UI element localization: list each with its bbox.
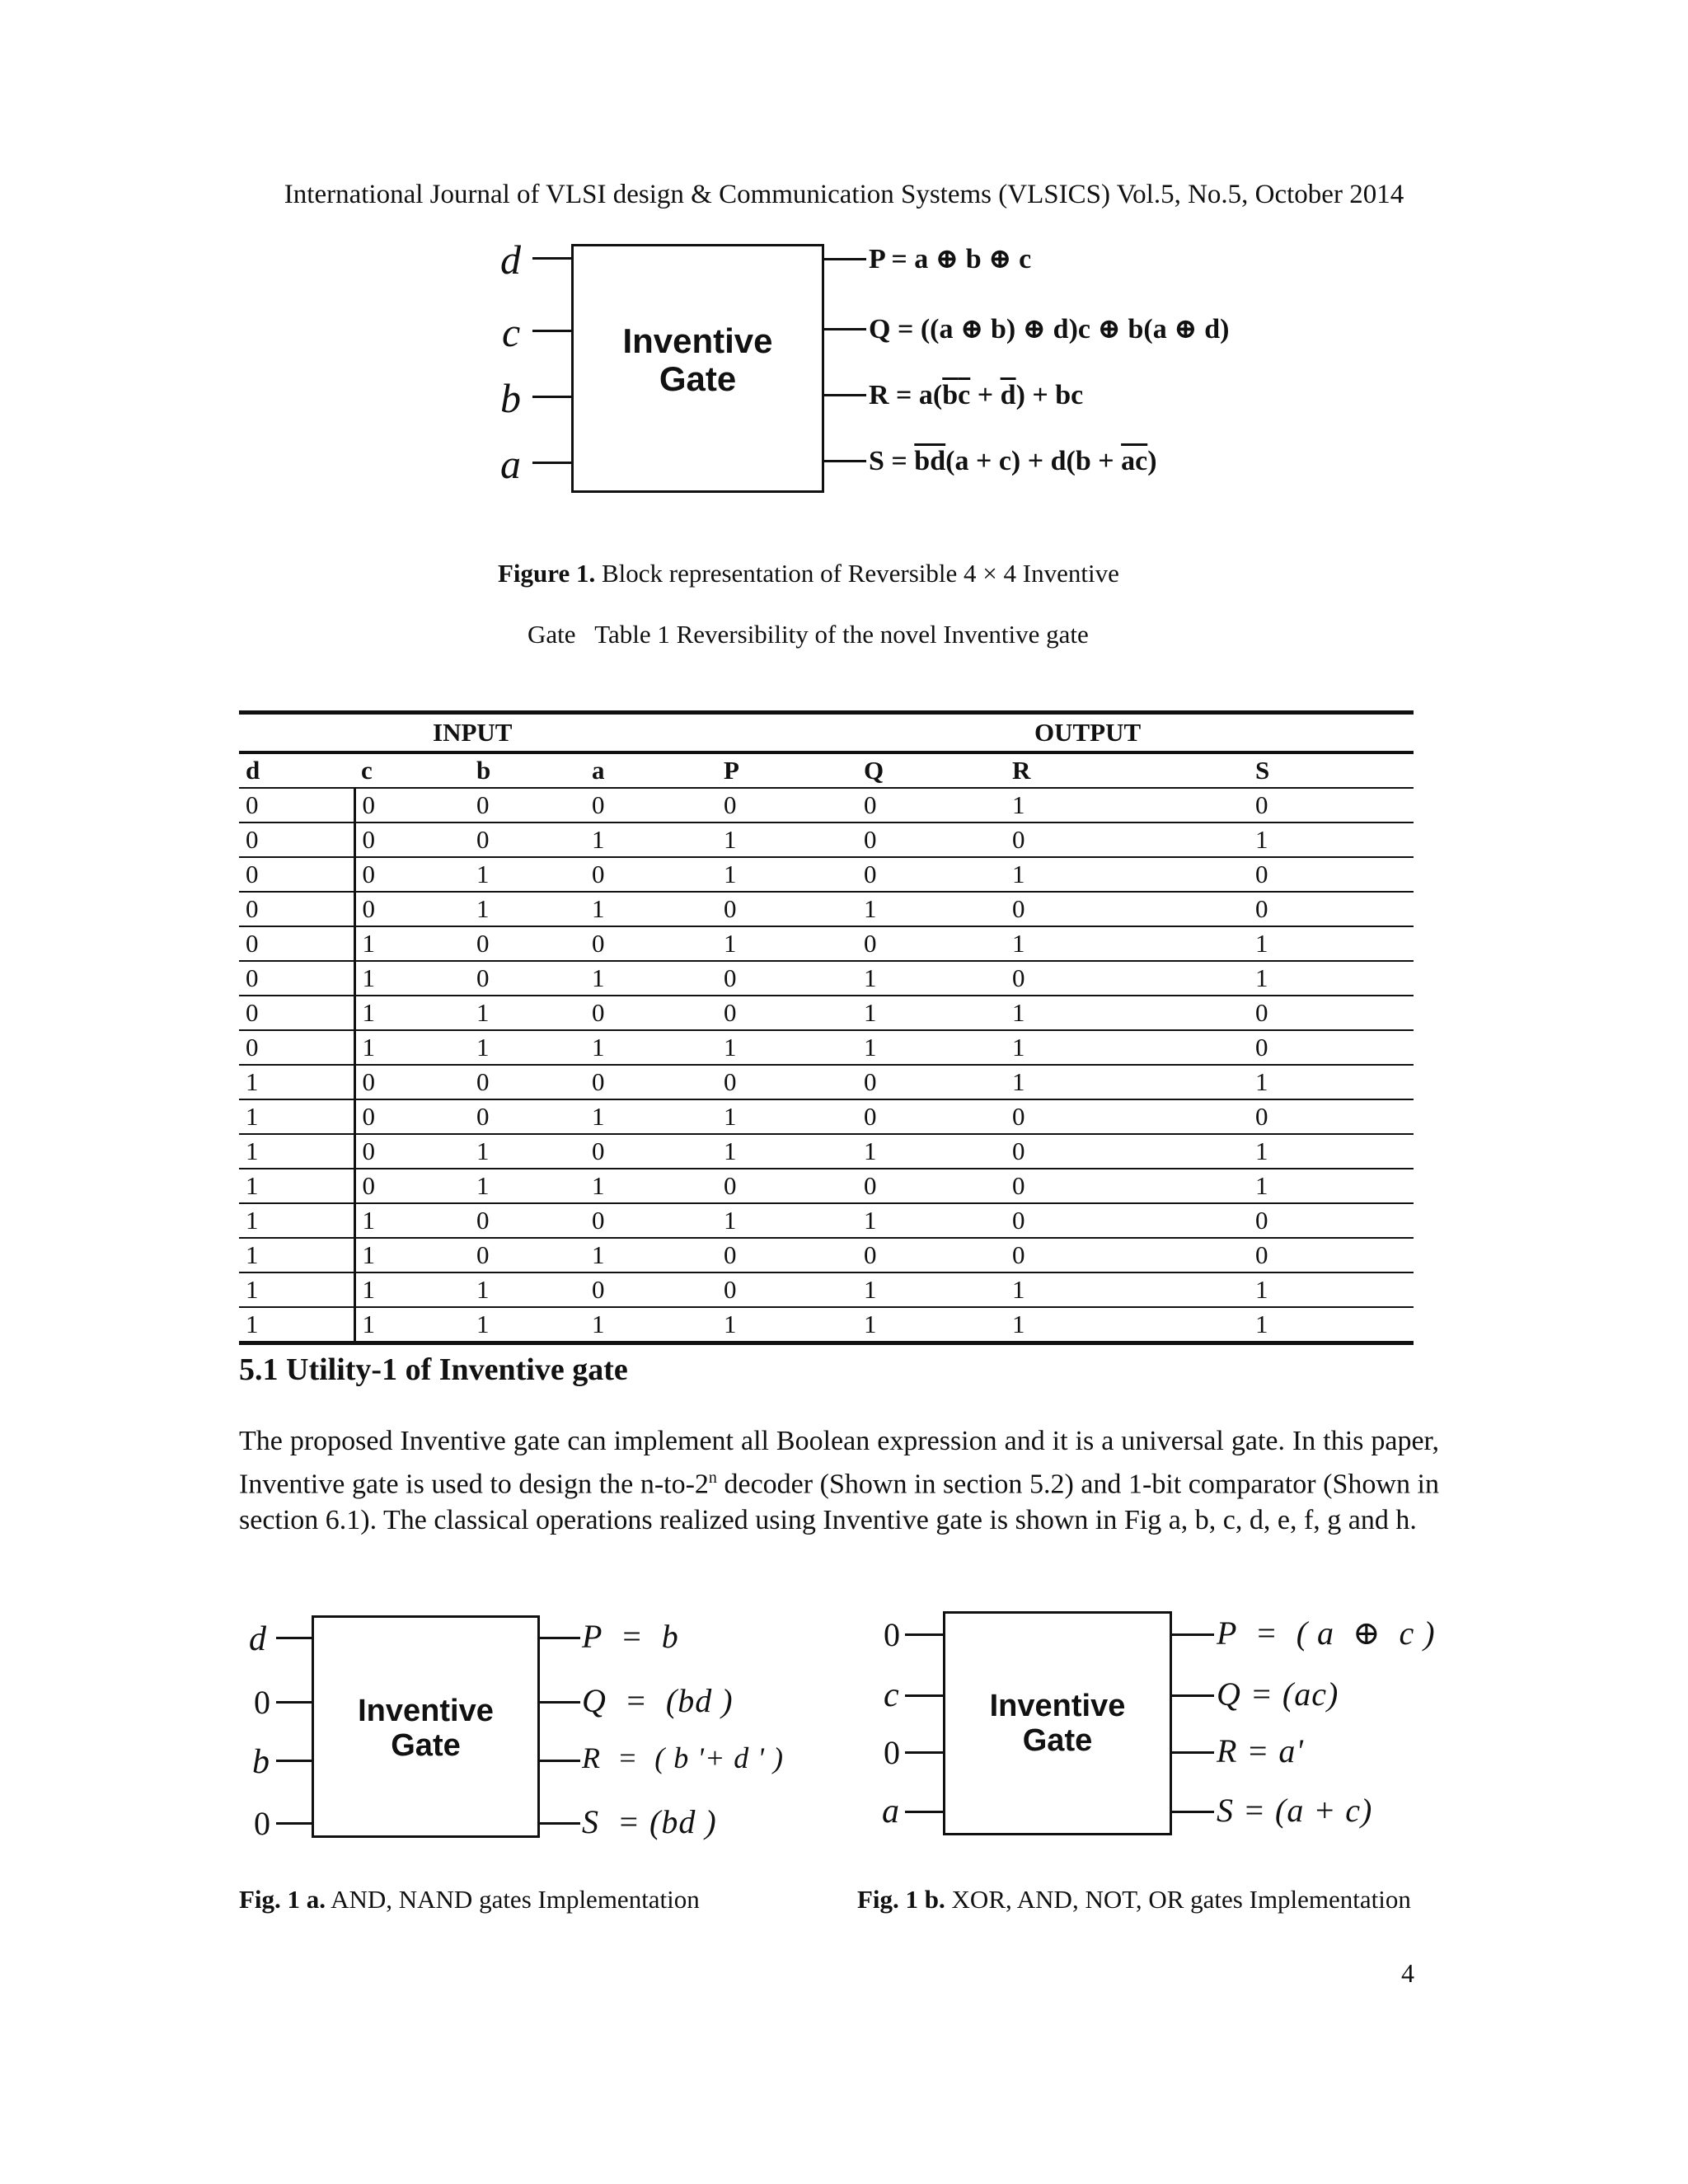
table-cell: 1 [470, 1272, 585, 1307]
table-cell: 0 [1006, 1203, 1249, 1238]
input-wire [905, 1633, 944, 1636]
table-cell: 0 [470, 1099, 585, 1134]
table-cell: 0 [470, 1203, 585, 1238]
table-cell: 1 [239, 1307, 354, 1343]
table-cell: 0 [470, 788, 585, 823]
output-wire [539, 1637, 580, 1639]
table-cell: 1 [857, 892, 1006, 926]
table-row [239, 892, 1414, 926]
table-cell: 0 [857, 857, 1006, 892]
table-cell: 1 [717, 926, 857, 961]
table-cell: 0 [857, 788, 1006, 823]
output-s-equation: S = (a + c) [1217, 1792, 1373, 1829]
table-cell: 1 [717, 1134, 857, 1169]
output-r-equation: R = ( b '+ d ' ) [582, 1741, 784, 1774]
table-cell: 1 [239, 1238, 354, 1272]
table-cell: 0 [1249, 996, 1414, 1030]
table-cell: 1 [1006, 857, 1249, 892]
table-cell: 0 [585, 926, 717, 961]
table-cell: 1 [585, 1099, 717, 1134]
output-wire [539, 1760, 580, 1762]
input-wire [905, 1751, 944, 1754]
table-cell: 0 [857, 1065, 1006, 1099]
col-header: c [354, 752, 470, 788]
group-output: OUTPUT [717, 713, 1414, 753]
table-cell: 0 [354, 788, 470, 823]
table-cell: 1 [354, 961, 470, 996]
input-label-d: d [249, 1620, 266, 1658]
table-cell: 0 [354, 823, 470, 857]
inventive-gate-block [943, 1611, 1172, 1835]
table-cell: 0 [470, 1065, 585, 1099]
table-cell: 0 [354, 1169, 470, 1203]
table-cell: 1 [239, 1203, 354, 1238]
table-cell: 0 [717, 1169, 857, 1203]
table-cell: 0 [585, 996, 717, 1030]
input-wire [905, 1811, 944, 1813]
input-label-zero: 0 [254, 1805, 270, 1842]
table-cell: 0 [717, 996, 857, 1030]
table-cell: 1 [1006, 996, 1249, 1030]
output-wire [1171, 1694, 1214, 1697]
input-label-c: c [502, 309, 521, 355]
table-cell: 1 [239, 1169, 354, 1203]
table-cell: 1 [1249, 1065, 1414, 1099]
table-cell: 0 [717, 1238, 857, 1272]
table-cell: 0 [717, 788, 857, 823]
input-label-a: a [500, 441, 521, 487]
table-cell: 1 [1249, 1134, 1414, 1169]
table-cell: 1 [717, 1307, 857, 1343]
table-cell: 0 [354, 1134, 470, 1169]
table-row [239, 1307, 1414, 1343]
table-cell: 0 [470, 823, 585, 857]
table-cell: 1 [1249, 823, 1414, 857]
table-cell: 0 [857, 1169, 1006, 1203]
table-cell: 1 [857, 1134, 1006, 1169]
table-cell: 1 [1006, 926, 1249, 961]
table-cell: 1 [470, 892, 585, 926]
output-q-equation: Q = ((a ⊕ b) ⊕ d)c ⊕ b(a ⊕ d) [869, 314, 1230, 344]
input-label-zero: 0 [884, 1616, 900, 1653]
output-r-equation: $R = a(\overline{b}\overline{c} + \overline{d})$ + bc [869, 380, 1084, 410]
input-wire [276, 1637, 312, 1639]
table-cell: 0 [354, 1099, 470, 1134]
table-cell: 1 [354, 926, 470, 961]
table-cell: 1 [354, 1272, 470, 1307]
table-cell: 1 [857, 961, 1006, 996]
table-row [239, 1030, 1414, 1065]
table-cell: 0 [1249, 788, 1414, 823]
table-cell: 0 [857, 1238, 1006, 1272]
table-cell: 1 [354, 996, 470, 1030]
group-input: INPUT [239, 713, 717, 753]
input-wire-b [532, 396, 572, 398]
table-cell: 0 [1006, 961, 1249, 996]
table-cell: 0 [585, 1065, 717, 1099]
table-cell: 0 [857, 926, 1006, 961]
table-cell: 0 [239, 1030, 354, 1065]
table-cell: 0 [1249, 1099, 1414, 1134]
table-cell: 1 [585, 1169, 717, 1203]
table-cell: 1 [585, 1238, 717, 1272]
table-cell: 0 [470, 961, 585, 996]
gate-label: Inventive Gate [622, 321, 773, 399]
input-label-zero: 0 [884, 1734, 900, 1771]
input-wire [905, 1694, 944, 1697]
col-header: P [717, 752, 857, 788]
inventive-gate-block [571, 244, 824, 493]
table-cell: 1 [1249, 1272, 1414, 1307]
table-cell: 0 [1249, 857, 1414, 892]
truth-table [239, 710, 1414, 1345]
section-heading: 5.1 Utility-1 of Inventive gate [239, 1352, 628, 1387]
table-row [239, 1203, 1414, 1238]
figure-1b-caption: Fig. 1 b. XOR, AND, NOT, OR gates Implementation [857, 1885, 1411, 1914]
col-header: a [585, 752, 717, 788]
col-header: b [470, 752, 585, 788]
table-cell: 0 [585, 1272, 717, 1307]
table-cell: 1 [1249, 1169, 1414, 1203]
output-wire-q [823, 328, 866, 330]
output-s-equation: S = (bd ) [582, 1803, 717, 1840]
output-q-equation: Q = (ac) [1217, 1675, 1339, 1713]
table-cell: 1 [470, 996, 585, 1030]
table-cell: 1 [717, 1203, 857, 1238]
table-column-header [239, 752, 1414, 788]
col-header: R [1006, 752, 1249, 788]
table-cell: 1 [857, 1307, 1006, 1343]
input-label-d: d [500, 237, 521, 283]
output-p-equation: P = a ⊕ b ⊕ c [869, 244, 1032, 274]
table-cell: 0 [1006, 1169, 1249, 1203]
gate-label: Inventive Gate [989, 1689, 1126, 1758]
col-header: d [239, 752, 354, 788]
journal-header: International Journal of VLSI design & Communication Systems (VLSICS) Vol.5, No.5, October 2014 [284, 180, 1404, 209]
table-cell: 1 [857, 1030, 1006, 1065]
table-cell: 1 [470, 1134, 585, 1169]
table-cell: 0 [470, 1238, 585, 1272]
table-cell: 1 [585, 961, 717, 996]
table-cell: 0 [354, 892, 470, 926]
table-row [239, 1272, 1414, 1307]
output-wire [539, 1822, 580, 1825]
output-p-equation: P = ( a ⊕ c ) [1217, 1615, 1436, 1652]
table-cell: 0 [354, 857, 470, 892]
table-cell: 0 [717, 961, 857, 996]
table-cell: 1 [1006, 1272, 1249, 1307]
input-wire [276, 1701, 312, 1704]
table-cell: 0 [239, 788, 354, 823]
table-cell: 1 [1006, 788, 1249, 823]
table-cell: 1 [1249, 926, 1414, 961]
input-wire-c [532, 330, 572, 332]
table-cell: 0 [239, 926, 354, 961]
table-cell: 0 [470, 926, 585, 961]
table-cell: 0 [1006, 823, 1249, 857]
table-row [239, 823, 1414, 857]
page-number: 4 [1401, 1958, 1414, 1988]
table-cell: 0 [1249, 1203, 1414, 1238]
table-row [239, 926, 1414, 961]
table-cell: 0 [1249, 1238, 1414, 1272]
table-cell: 0 [585, 1203, 717, 1238]
output-r-equation: R = a' [1217, 1732, 1304, 1769]
inventive-gate-block [312, 1615, 540, 1838]
table-cell: 0 [717, 1272, 857, 1307]
output-p-equation: P = b [582, 1618, 679, 1655]
table-cell: 1 [717, 823, 857, 857]
table-cell: 0 [239, 961, 354, 996]
table-cell: 0 [1006, 1099, 1249, 1134]
table-cell: 1 [470, 1169, 585, 1203]
output-wire [1171, 1751, 1214, 1754]
table-cell: 0 [239, 996, 354, 1030]
table-cell: 0 [717, 1065, 857, 1099]
table-group-header [239, 713, 1414, 753]
table-cell: 1 [857, 1203, 1006, 1238]
table-row [239, 788, 1414, 823]
output-wire-s [823, 460, 866, 462]
table-cell: 0 [717, 892, 857, 926]
table-cell: 1 [1006, 1030, 1249, 1065]
input-wire-d [532, 257, 572, 260]
table-cell: 1 [1249, 961, 1414, 996]
output-q-equation: Q = (bd ) [582, 1682, 734, 1719]
table-cell: 1 [717, 1030, 857, 1065]
table-cell: 1 [585, 1307, 717, 1343]
table-cell: 0 [1249, 892, 1414, 926]
col-header: Q [857, 752, 1006, 788]
table-cell: 1 [857, 1272, 1006, 1307]
table-cell: 0 [239, 892, 354, 926]
table-cell: 1 [585, 823, 717, 857]
table-cell: 0 [857, 823, 1006, 857]
output-wire [1171, 1633, 1214, 1636]
table-cell: 0 [239, 857, 354, 892]
table-cell: 1 [239, 1099, 354, 1134]
table-row [239, 996, 1414, 1030]
input-label-b: b [500, 375, 521, 421]
table-row [239, 961, 1414, 996]
table-cell: 0 [239, 823, 354, 857]
table-cell: 1 [239, 1134, 354, 1169]
output-wire [1171, 1811, 1214, 1813]
table-cell: 1 [1006, 1065, 1249, 1099]
table-cell: 0 [1006, 892, 1249, 926]
output-s-equation: $S = \overline{bd}(a + c) + d(b + \overline{ac})$ [869, 446, 1157, 476]
table-cell: 0 [857, 1099, 1006, 1134]
table-cell: 1 [585, 1030, 717, 1065]
table-cell: 1 [470, 1307, 585, 1343]
table-cell: 1 [717, 857, 857, 892]
table-cell: 1 [354, 1203, 470, 1238]
table-cell: 0 [585, 788, 717, 823]
table-cell: 0 [1006, 1134, 1249, 1169]
table-row [239, 1065, 1414, 1099]
input-wire [276, 1760, 312, 1762]
figure-1-caption: Figure 1. Block representation of Reversible 4 × 4 Inventive [498, 559, 1119, 588]
input-wire-a [532, 462, 572, 464]
output-wire-p [823, 258, 866, 260]
table-row [239, 1169, 1414, 1203]
table-cell: 1 [470, 857, 585, 892]
table-cell: 1 [354, 1307, 470, 1343]
input-label-a: a [882, 1793, 899, 1830]
table-cell: 1 [717, 1099, 857, 1134]
table-cell: 0 [354, 1065, 470, 1099]
table-row [239, 1099, 1414, 1134]
table-cell: 1 [354, 1238, 470, 1272]
output-wire [539, 1701, 580, 1704]
table-cell: 0 [585, 1134, 717, 1169]
input-label-b: b [252, 1743, 270, 1781]
input-label-zero: 0 [254, 1684, 270, 1721]
table-row [239, 1134, 1414, 1169]
table-cell: 0 [1006, 1238, 1249, 1272]
col-header: S [1249, 752, 1414, 788]
table-row [239, 1238, 1414, 1272]
table-cell: 1 [857, 996, 1006, 1030]
table-cell: 1 [354, 1030, 470, 1065]
gate-label: Inventive Gate [358, 1694, 494, 1763]
input-label-c: c [884, 1676, 899, 1714]
table-cell: 0 [1249, 1030, 1414, 1065]
table-cell: 1 [470, 1030, 585, 1065]
table-row [239, 857, 1414, 892]
figure-1a-caption: Fig. 1 a. AND, NAND gates Implementation [239, 1885, 700, 1914]
section-paragraph: The proposed Inventive gate can implement all Boolean expression and it is a universal gate. In this paper, Inventive gate is used to design the n-to-2$^n$ decoder (Shown in section 5.2) and 1-bit comparator (Shown in section 6.1). The classical operations realized using Inventive gate is shown in Fig a, b, c, d, e, f, g and h. [239, 1426, 1439, 1536]
output-wire-r [823, 394, 866, 396]
table-cell: 0 [585, 857, 717, 892]
table-cell: 1 [239, 1065, 354, 1099]
table-cell: 1 [1249, 1307, 1414, 1343]
table-cell: 1 [585, 892, 717, 926]
table-cell: 1 [239, 1272, 354, 1307]
table-cell: 1 [1006, 1307, 1249, 1343]
table-1-caption: Gate Table 1 Reversibility of the novel Inventive gate [528, 620, 1089, 649]
input-wire [276, 1822, 312, 1825]
